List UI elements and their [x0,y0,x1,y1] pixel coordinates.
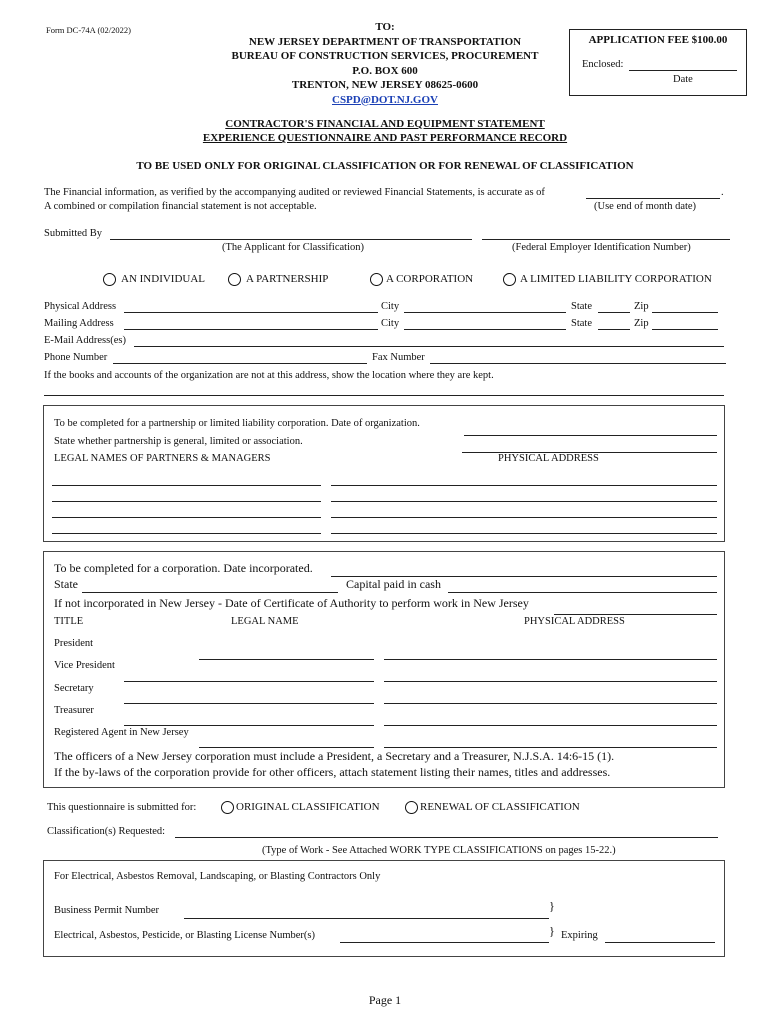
work-type-hint: (Type of Work - See Attached WORK TYPE CLASSIFICATIONS on pages 15-22.) [262,845,616,856]
officers-note-2: If the by-laws of the corporation provide for other officers, attach statement listing their names, titles and addresses. [54,765,611,779]
radio-renewal-classification[interactable] [405,801,418,814]
physical-zip-field[interactable] [652,312,718,313]
president-name-field[interactable] [199,659,374,660]
business-permit-field[interactable] [184,918,549,919]
capital-label: Capital paid in cash [346,577,441,591]
bureau-name: BUREAU OF CONSTRUCTION SERVICES, PROCUREMENT [231,50,539,62]
title-line-2: EXPERIENCE QUESTIONNAIRE AND PAST PERFORMANCE RECORD [202,132,568,144]
enclosed-label: Enclosed: [582,59,624,70]
financial-text: The Financial information, as verified by the accompanying audited or reviewed Financial Statements, is accurate as of [44,187,545,198]
radio-renewal-label: RENEWAL OF CLASSIFICATION [420,801,580,813]
partner-name-field[interactable] [52,533,321,534]
partner-name-field[interactable] [52,517,321,518]
expiring-date-field[interactable] [605,942,715,943]
registered-agent-name-field[interactable] [199,747,374,748]
physical-zip-label: Zip [634,301,649,312]
partner-name-field[interactable] [52,485,321,486]
officer-title-col-header: TITLE [54,616,84,627]
title-line-3: TO BE USED ONLY FOR ORIGINAL CLASSIFICATION OR FOR RENEWAL OF CLASSIFICATION [136,160,634,172]
po-box: P.O. BOX 600 [352,64,418,77]
license-label: Electrical, Asbestos, Pesticide, or Blasting License Number(s) [54,930,315,941]
physical-address-label: Physical Address [44,301,117,312]
radio-original-label: ORIGINAL CLASSIFICATION [236,801,380,813]
physical-address-field[interactable] [124,312,378,313]
partners-address-col-header: PHYSICAL ADDRESS [498,453,599,464]
title-line-1: CONTRACTOR'S FINANCIAL AND EQUIPMENT STATEMENT [225,118,545,130]
radio-partnership[interactable] [228,273,241,286]
organization-date-field[interactable] [464,435,717,436]
officer-address-col-header: PHYSICAL ADDRESS [524,616,625,627]
partners-col-header: LEGAL NAMES OF PARTNERS & MANAGERS [54,453,271,464]
registered-agent-address-field[interactable] [384,747,717,748]
financial-period: . [721,187,724,198]
radio-individual[interactable] [103,273,116,286]
partnership-line-1: To be completed for a partnership or limited liability corporation. Date of organization. [54,418,420,429]
financial-date-field[interactable] [586,198,720,199]
officer-title-secretary: Secretary [54,683,94,694]
enclosed-field[interactable] [629,70,737,71]
physical-state-label: State [571,301,592,312]
classification-requested-field[interactable] [175,837,718,838]
department-name: NEW JERSEY DEPARTMENT OF TRANSPORTATION [248,35,522,48]
fax-field[interactable] [430,363,726,364]
officer-title-treasurer: Treasurer [54,705,94,716]
officer-title-vice-president: Vice President [54,660,115,671]
books-location-field[interactable] [44,395,724,396]
mailing-address-label: Mailing Address [44,318,114,329]
radio-corporation-label: A CORPORATION [386,273,474,285]
corporation-line-1: To be completed for a corporation. Date incorporated. [54,561,313,575]
corp-state-field[interactable] [82,592,338,593]
page-number: Page 1 [368,993,402,1007]
mailing-zip-field[interactable] [652,329,718,330]
vice-president-address-field[interactable] [384,681,717,682]
phone-field[interactable] [113,363,367,364]
partnership-section [43,405,725,542]
books-note: If the books and accounts of the organization are not at this address, show the location where they are kept. [44,370,494,381]
electrical-title: For Electrical, Asbestos Removal, Landscaping, or Blasting Contractors Only [54,871,381,882]
partner-address-field[interactable] [331,517,717,518]
radio-partnership-label: A PARTNERSHIP [246,273,329,285]
physical-city-field[interactable] [404,312,566,313]
radio-llc[interactable] [503,273,516,286]
certificate-label: If not incorporated in New Jersey - Date of Certificate of Authority to perform work in New Jersey [54,596,529,610]
mailing-state-label: State [571,318,592,329]
mailing-address-field[interactable] [124,329,378,330]
license-brace: } [549,924,555,938]
permit-brace: } [549,899,555,913]
applicant-hint: (The Applicant for Classification) [222,242,365,253]
physical-state-field[interactable] [598,312,630,313]
officer-name-col-header: LEGAL NAME [231,616,299,627]
partner-address-field[interactable] [331,485,717,486]
radio-original-classification[interactable] [221,801,234,814]
city-line: TRENTON, NEW JERSEY 08625-0600 [291,79,479,91]
email-link[interactable]: CSPD@DOT.NJ.GOV [332,93,438,106]
partnership-line-2: State whether partnership is general, limited or association. [54,436,303,447]
radio-corporation[interactable] [370,273,383,286]
corp-state-label: State [54,577,78,591]
submitted-for-label: This questionnaire is submitted for: [47,802,197,813]
fax-label: Fax Number [372,352,425,363]
corporation-section [43,551,725,788]
officers-note-1: The officers of a New Jersey corporation must include a President, a Secretary and a Treasurer, N.J.S.A. 14:6-15 (1). [54,749,615,763]
fein-field[interactable] [482,239,730,240]
expiring-label: Expiring [561,930,598,941]
secretary-name-field[interactable] [124,703,374,704]
treasurer-address-field[interactable] [384,725,717,726]
business-permit-label: Business Permit Number [54,905,159,916]
month-date-hint: (Use end of month date) [594,201,697,212]
license-number-field[interactable] [340,942,549,943]
email-label: E-Mail Address(es) [44,335,126,346]
email-field[interactable] [134,346,724,347]
date-label: Date [673,74,693,85]
fein-hint: (Federal Employer Identification Number) [512,242,691,253]
mailing-city-label: City [381,318,400,329]
partner-name-field[interactable] [52,501,321,502]
compilation-note: A combined or compilation financial statement is not acceptable. [44,201,317,212]
president-address-field[interactable] [384,659,717,660]
form-id: Form DC-74A (02/2022) [46,25,131,35]
partner-address-field[interactable] [331,501,717,502]
officer-title-president: President [54,638,94,649]
fee-title: APPLICATION FEE $100.00 [588,34,728,46]
secretary-address-field[interactable] [384,703,717,704]
submitted-by-label: Submitted By [44,228,103,239]
capital-field[interactable] [448,592,717,593]
mailing-zip-label: Zip [634,318,649,329]
electrical-section [43,860,725,957]
address-block [190,20,580,107]
mailing-state-field[interactable] [598,329,630,330]
vice-president-name-field[interactable] [124,681,374,682]
applicant-field[interactable] [110,239,472,240]
certificate-date-field[interactable] [554,614,717,615]
mailing-city-field[interactable] [404,329,566,330]
phone-label: Phone Number [44,352,108,363]
officer-title-registered-agent: Registered Agent in New Jersey [54,727,189,738]
physical-city-label: City [381,301,400,312]
to-label: TO: [375,21,395,33]
treasurer-name-field[interactable] [124,725,374,726]
radio-llc-label: A LIMITED LIABILITY CORPORATION [520,273,712,285]
partner-address-field[interactable] [331,533,717,534]
classification-requested-label: Classification(s) Requested: [47,826,166,837]
radio-individual-label: AN INDIVIDUAL [121,273,206,285]
fee-box [569,29,747,96]
